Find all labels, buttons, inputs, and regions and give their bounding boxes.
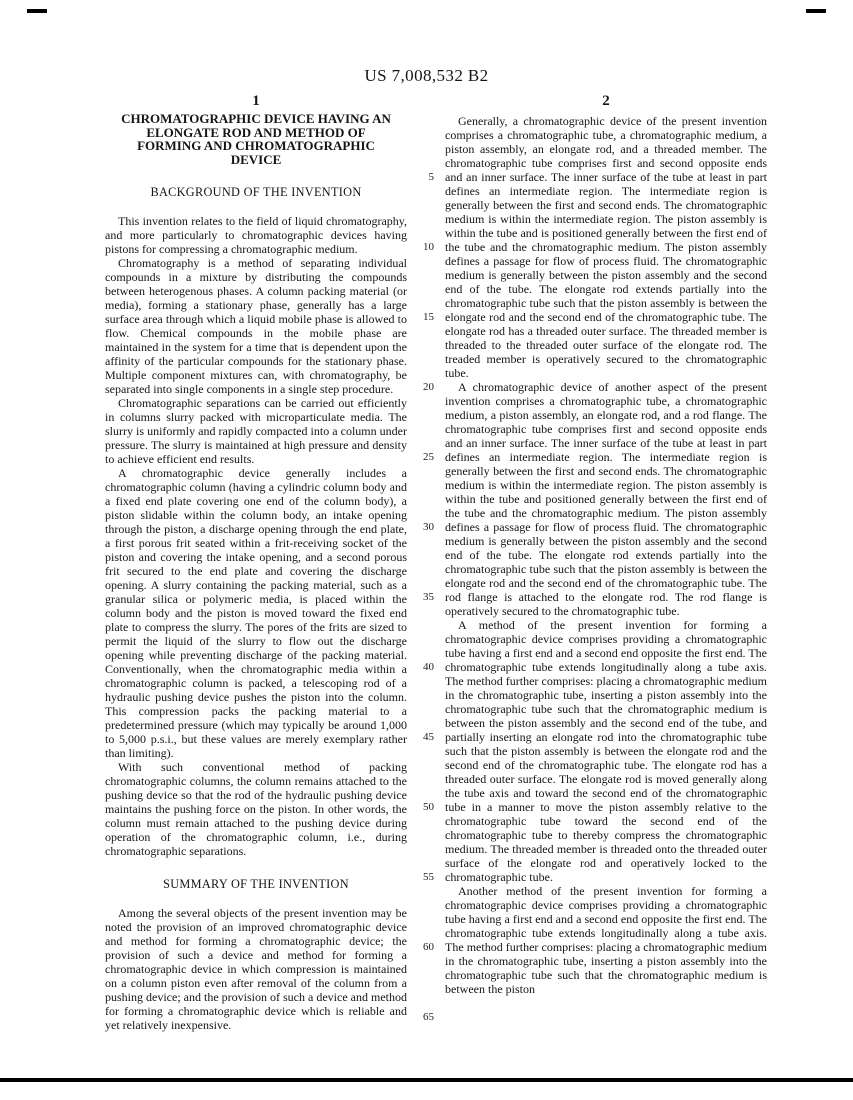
gutter-line-number: 20 — [423, 381, 434, 393]
body-paragraph: A chromatographic device generally includes a chromatographic column (having a cylindric column body and a fixed end plate covering one end of the column body), a piston slidable within the column body, an intake opening through the piston, a discharge opening through the end plate, a first porous frit seated within a frit-receiving socket of the piston and covering the intake opening, and a second porous frit secured to the end plate and covering the discharge opening. A slurry containing the packing material, such as a granular silica or polymeric media, is placed within the column body and the piston is moved toward the fixed end plate to compress the slurry. The pores of the frits are sized to permit the liquid of the slurry to flow out the discharge opening while preventing discharge of the packing material. Conventionally, when the chromatographic media within a chromatographic column is packed, a telescoping rod of a hydraulic pushing device pushes the piston into the column. This compression packs the packing material to a predetermined pressure (which may typically be around 1,000 to 5,000 p.s.i., but these values are merely exemplary rather than limiting). — [105, 466, 407, 760]
scan-bottom-edge — [0, 1078, 853, 1082]
gutter-line-number: 35 — [423, 591, 434, 603]
gutter-line-number: 10 — [423, 241, 434, 253]
invention-title-line: ELONGATE ROD AND METHOD OF — [146, 124, 366, 140]
gutter-line-number: 65 — [423, 1011, 434, 1023]
gutter-line-number: 55 — [423, 871, 434, 883]
scan-corner-mark-left — [27, 9, 47, 13]
body-paragraph: Among the several objects of the present invention may be noted the provision of an improved chromatographic device and method for forming a chromatographic device; the provision of such a device and method for forming a chromatographic device in which compression is maintained on a column piston even after removal of the column from a pushing device; and the provision of such a device and method for forming a chromatographic device which is reliable and yet relatively inexpensive. — [105, 906, 407, 1032]
invention-title-line: FORMING AND CHROMATOGRAPHIC — [137, 138, 375, 153]
gutter-line-number: 15 — [423, 311, 434, 323]
body-paragraph: Generally, a chromatographic device of the present invention comprises a chromatographic tube, a chromatographic medium, a piston assembly, an elongate rod, and a threaded member. The chromatographic tube comprises first and second opposite ends and an inner surface. The inner surface of the tube at least in part defines an intermediate region. The intermediate region is generally between the first and second ends. The chromatographic medium is within the intermediate region. The piston assembly is within the tube and is positioned generally between the first end of the tube and the chromatographic medium. The piston assembly defines a passage for flow of process fluid. The chromatographic medium is generally between the piston assembly and the second end of the tube. The elongate rod extends partially into the chromatographic tube such that the piston assembly is between the elongate rod and the second end of the chromatographic tube. The elongate rod has a threaded outer surface. The threaded member is threaded to the threaded outer surface of the elongate rod. The treaded member is operatively secured to the chromatographic tube. — [445, 114, 767, 380]
left-column — [105, 112, 407, 1032]
column-number-left: 1 — [252, 93, 260, 109]
scan-corner-mark-right — [806, 9, 826, 13]
gutter-line-number: 25 — [423, 451, 434, 463]
body-paragraph: With such conventional method of packing chromatographic columns, the column remains attached to the pushing device so that the rod of the hydraulic pushing device maintains the pushing force on the piston. In other words, the column must remain attached to the pushing device during operation of the chromatographic column, i.e., during chromatographic separations. — [105, 760, 407, 858]
patent-number: US 7,008,532 B2 — [364, 66, 489, 85]
gutter-line-number: 5 — [428, 171, 434, 183]
two-column-body — [105, 112, 767, 1032]
body-paragraph: Chromatography is a method of separating individual compounds in a mixture by distributing the compounds between heterogenous phases. A column packing material (or media), forming a stationary phase, generally has a large surface area through which a liquid mobile phase is allowed to flow. Chemical compounds in the mobile phase are maintained in the system for a time that is dependent upon the affinity of the particular compounds for the stationary phase. Multiple component mixtures can, with chromatography, be separated into single components in a single step procedure. — [105, 256, 407, 396]
gutter-line-number: 40 — [423, 661, 434, 673]
body-paragraph: A chromatographic device of another aspect of the present invention comprises a chromatographic tube, a chromatographic medium, a piston assembly, an elongate rod, and a rod flange. The chromatographic tube comprises first and second opposite ends and an inner surface. The inner surface of the tube at least in part defines an intermediate region. The intermediate region is generally between the first and second ends. The chromatographic medium is within the intermediate region. The piston assembly is within the tube and positioned generally between the first end of the tube and the chromatographic medium. The piston assembly defines a passage for flow of process fluid. The chromatographic medium is generally between the piston assembly and the second end of the tube. The elongate rod extends partially into the chromatographic tube such that the piston assembly is between the elongate rod and the second end of the chromatographic tube. The rod flange is attached to the elongate rod. The rod flange is operatively secured to the chromatographic tube. — [445, 380, 767, 618]
gutter-line-number: 60 — [423, 941, 434, 953]
body-paragraph: Another method of the present invention for forming a chromatographic device comprises providing a chromatographic tube having a first end and a second end opposite the first end. The chromatographic tube extends longitudinally along a tube axis. The method further comprises: placing a chromatographic medium in the chromatographic tube, inserting a piston assembly into the chromatographic tube such that the chromatographic medium is between the piston — [445, 884, 767, 996]
gutter-line-number: 45 — [423, 731, 434, 743]
invention-title-line: DEVICE — [230, 151, 282, 167]
body-paragraph: Chromatographic separations can be carried out efficiently in columns slurry packed with microparticulate media. The slurry is uniformly and rapidly compacted into a column under pressure. The slurry is maintained at high pressure and density to achieve efficient end results. — [105, 396, 407, 466]
body-paragraph: A method of the present invention for forming a chromatographic device comprises providing a chromatographic tube having a first end and a second end opposite the first end. The chromatographic tube extends longitudinally along a tube axis. The method further comprises: placing a chromatographic medium in the chromatographic tube, inserting a piston assembly into the chromatographic tube such that the chromatographic medium is between the piston assembly and the second end of the tube, and partially inserting an elongate rod into the chromatographic tube such that the piston assembly is between the elongate rod and the second end of the chromatographic tube. The elongate rod has a threaded outer surface. The elongate rod is moved generally along the tube axis and toward the second end of the chromatographic tube in a manner to move the piston assembly relative to the chromatographic tube toward the second end of the chromatographic tube to thereby compress the chromatographic medium. The threaded member is threaded onto the threaded outer surface of the elongate rod and operatively locked to the chromatographic tube. — [445, 618, 767, 884]
section-heading: SUMMARY OF THE INVENTION — [163, 877, 349, 891]
column-number-right: 2 — [602, 93, 610, 109]
gutter-line-number: 50 — [423, 801, 434, 813]
right-column — [423, 112, 767, 1032]
gutter-line-number: 30 — [423, 521, 434, 533]
invention-title-line: CHROMATOGRAPHIC DEVICE HAVING AN — [121, 111, 391, 126]
body-paragraph: This invention relates to the field of liquid chromatography, and more particularly to chromatographic devices having pistons for compressing a chromatographic medium. — [105, 214, 407, 256]
section-heading: BACKGROUND OF THE INVENTION — [150, 185, 362, 199]
